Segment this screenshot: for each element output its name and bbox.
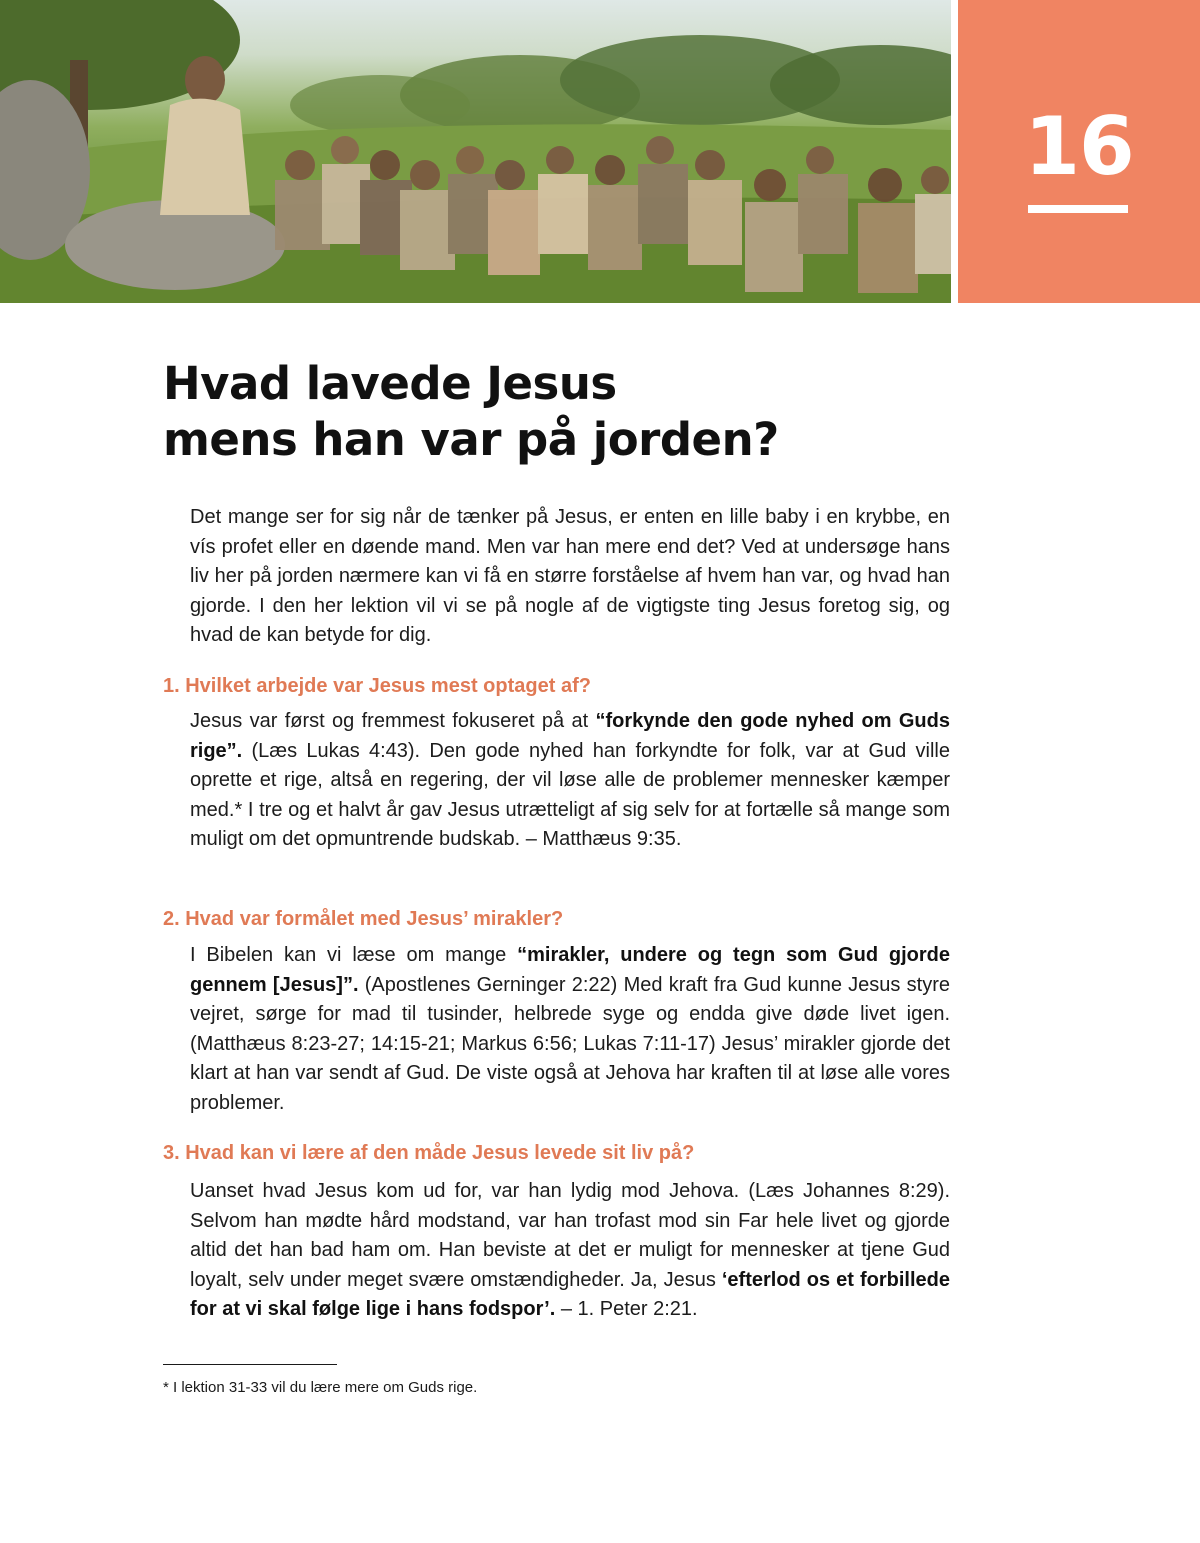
lesson-number: 16 [1024,100,1134,193]
answer-1-bold: “forkynde den gode nyhed om Guds rige”. [190,710,950,762]
page-title [163,356,923,468]
answer-1 [190,707,950,855]
footnote: * I lektion 31-33 vil du lære mere om Guds rige. [163,1379,478,1396]
question-3: 3. Hvad kan vi lære af den måde Jesus levede sit liv på? [163,1142,695,1164]
answer-3-text-a: Uanset hvad Jesus kom ud for, var han lydig mod Jehova. (Læs Johannes 8:29). Selvom han mødte hård modstand, var han trofast mod sin Far hele livet og gjorde altid det han bad ham om. Han beviste at det er muligt for mennesker at tjene Gud loyalt, selv under meget svære omstændigheder. Ja, Jesus [190,1180,950,1291]
question-1: 1. Hvilket arbejde var Jesus mest optaget af? [163,675,591,697]
footnote-divider [163,1364,337,1365]
hillside-scene [0,0,951,303]
answer-3-text-b: – 1. Peter 2:21. [555,1298,698,1321]
answer-3 [190,1177,950,1325]
title-line-2: mens han var på jorden? [163,413,779,466]
intro-paragraph: Det mange ser for sig når de tænker på Jesus, er enten en lille baby i en krybbe, en vís profet eller en døende mand. Men var han mere end det? Ved at undersøge hans liv her på jorden nærmere kan vi få en større forståelse af hvem han var, og hvad han gjorde. I den her lektion vil vi se på nogle af de vigtigste ting Jesus foretog sig, og hvad de kan betyde for dig. [190,506,950,647]
title-line-1: Hvad lavede Jesus [163,357,617,410]
answer-3-bold: ‘efterlod os et forbillede for at vi skal følge lige i hans fodspor’. [190,1268,950,1321]
lesson-number-underline [1028,205,1128,213]
answer-1-text-b: (Læs Lukas 4:43). Den gode nyhed han forkyndte for folk, var at Gud ville oprette et rige, altså en regering, der vil løse alle de problemer mennesker kæmper med.* I tre og et halvt år gav Jesus utrætteligt af sig selv for at fortælle så mange som muligt om det opmuntrende budskab. – Matthæus 9:35. [190,739,950,851]
lesson-number-box [958,0,1200,303]
header-illustration [0,0,951,303]
answer-2 [190,941,950,1119]
answer-2-bold: “mirakler, undere og tegn som Gud gjorde gennem [Jesus]”. [190,944,950,996]
answer-2-text-b: (Apostlenes Gerninger 2:22) Med kraft fra Gud kunne Jesus styre vejret, sørge for mad til tusinder, helbrede syge og endda give døde livet igen. (Matthæus 8:23-27; 14:15-21; Markus 6:56; Lukas 7:11-17) Jesus’ mirakler gjorde det klart at han var sendt af Gud. De viste også at Jehova har kraften til at løse alle vores problemer. [190,973,950,1114]
question-2: 2. Hvad var formålet med Jesus’ mirakler? [163,908,564,930]
answer-1-text-a: Jesus var først og fremmest fokuseret på at [190,710,596,732]
answer-2-text-a: I Bibelen kan vi læse om mange [190,944,518,966]
